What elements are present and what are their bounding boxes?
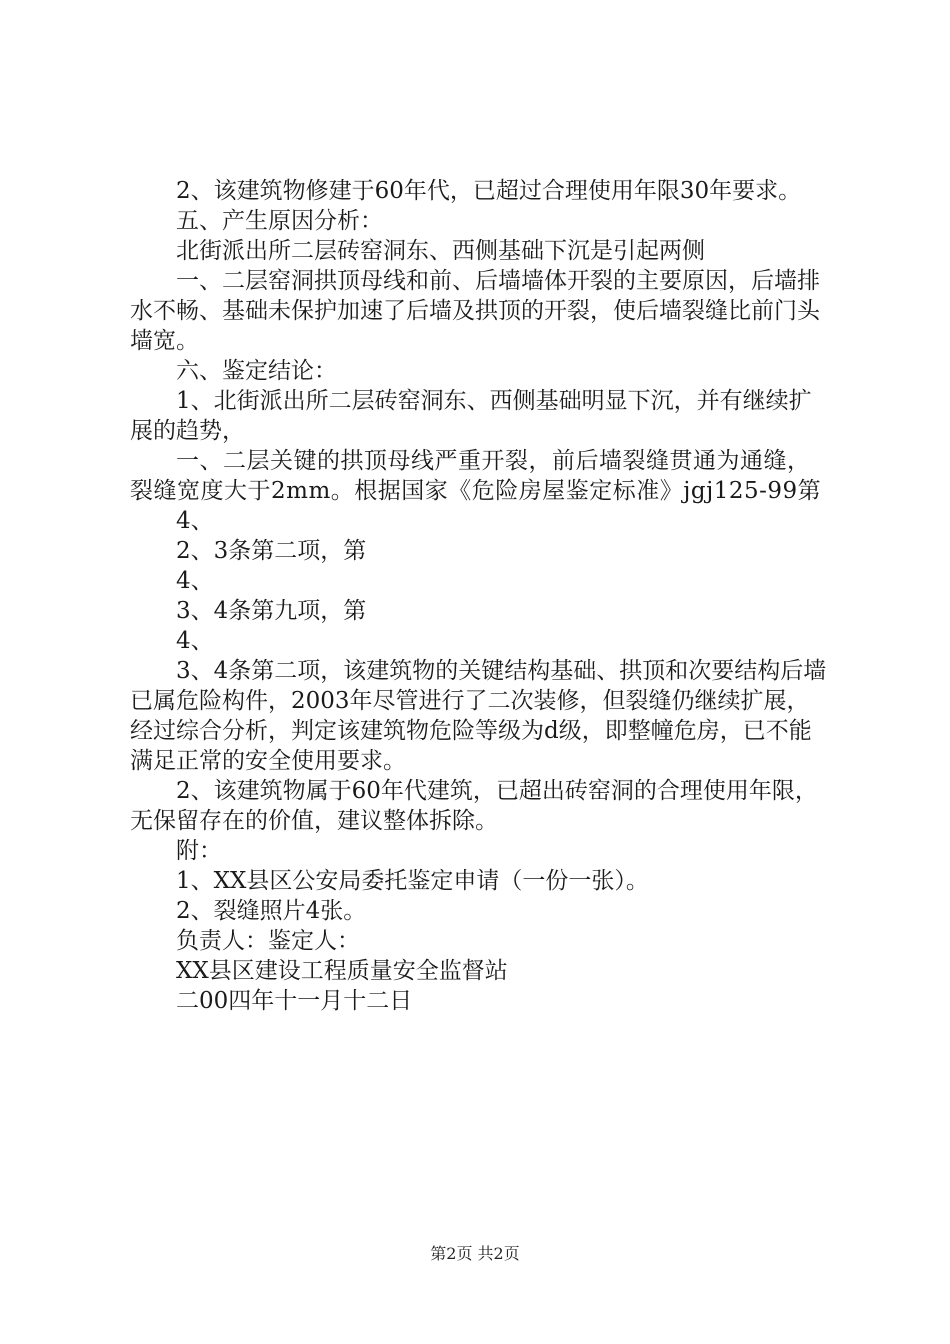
- paragraph-cause-detail: 一、二层窑洞拱顶母线和前、后墙墙体开裂的主要原因，后墙排水不畅、基础未保护加速了后墙及拱顶的开裂，使后墙裂缝比前门头墙宽。: [130, 268, 820, 354]
- issuing-organization: XX县区建设工程质量安全监督站: [176, 958, 508, 984]
- signature-line: 负责人：鉴定人：: [176, 928, 360, 954]
- paragraph-clause-number: 4、: [176, 568, 214, 594]
- paragraph-conclusion-2: 2、该建筑物属于60年代建筑，已超出砖窑洞的合理使用年限，无保留存在的价值，建议整体拆除。: [130, 778, 818, 834]
- paragraph-conclusion-1: 1、北街派出所二层砖窑洞东、西侧基础明显下沉，并有继续扩展的趋势，: [130, 388, 812, 444]
- heading-conclusion: 六、鉴定结论：: [176, 358, 337, 384]
- paragraph-clause-item: 3、4条第九项，第: [176, 598, 367, 624]
- page-footer: [0, 1244, 950, 1264]
- issue-date: 二00四年十一月十二日: [176, 988, 413, 1014]
- attachment-item: 1、XX县区公安局委托鉴定申请（一份一张）。: [176, 868, 649, 894]
- page-number: 第2页 共2页: [430, 1244, 520, 1263]
- paragraph-conclusion-standard: 一、二层关键的拱顶母线严重开裂，前后墙裂缝贯通为通缝，裂缝宽度大于2mm。根据国家《危险房屋鉴定标准》jgj125-99第: [130, 448, 822, 504]
- heading-cause-analysis: 五、产生原因分析：: [176, 208, 383, 234]
- attachment-item: 2、裂缝照片4张。: [176, 898, 367, 924]
- paragraph-clause-judgement: 3、4条第二项，该建筑物的关键结构基础、拱顶和次要结构后墙已属危险构件，2003年尽管进行了二次装修，但裂缝仍继续扩展，经过综合分析，判定该建筑物危险等级为d级，即整幢危房，已不能满足正常的安全使用要求。: [130, 658, 827, 774]
- heading-attachments: 附：: [176, 838, 222, 864]
- paragraph-clause-number: 4、: [176, 628, 214, 654]
- document-body: [130, 176, 830, 1016]
- paragraph-clause-item: 2、3条第二项，第: [176, 538, 367, 564]
- paragraph-service-life: 2、该建筑物修建于60年代，已超过合理使用年限30年要求。: [176, 178, 802, 204]
- paragraph-cause-intro: 北街派出所二层砖窑洞东、西侧基础下沉是引起两侧: [176, 238, 705, 264]
- paragraph-clause-number: 4、: [176, 508, 214, 534]
